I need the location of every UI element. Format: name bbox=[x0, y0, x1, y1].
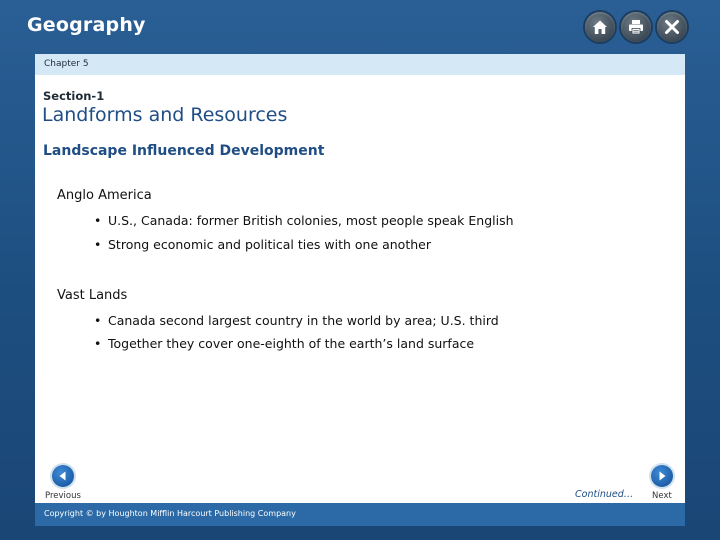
bullet-marker: • bbox=[94, 237, 102, 252]
bullet-item bbox=[94, 336, 474, 351]
bullet-text: Together they cover one-eighth of the earth’s land surface bbox=[108, 336, 475, 351]
home-icon bbox=[591, 18, 609, 36]
previous-button[interactable] bbox=[52, 465, 74, 487]
continued-label: Continued… bbox=[575, 489, 634, 500]
bullet-marker: • bbox=[94, 336, 102, 351]
chapter-bar bbox=[35, 54, 685, 75]
app-title: Geography bbox=[27, 14, 146, 36]
arrow-right-icon bbox=[656, 470, 668, 482]
page-title: Landforms and Resources bbox=[42, 104, 288, 126]
bullet-marker: • bbox=[94, 313, 102, 328]
next-button[interactable] bbox=[651, 465, 673, 487]
bullet-item bbox=[94, 213, 514, 228]
print-button[interactable] bbox=[621, 12, 651, 42]
home-button[interactable] bbox=[585, 12, 615, 42]
bullet-text: U.S., Canada: former British colonies, most people speak English bbox=[108, 213, 514, 228]
printer-icon bbox=[627, 18, 645, 36]
close-icon bbox=[663, 18, 681, 36]
previous-label[interactable]: Previous bbox=[45, 491, 81, 501]
section-label: Section-1 bbox=[43, 89, 105, 103]
bullet-marker: • bbox=[94, 213, 102, 228]
close-button[interactable] bbox=[657, 12, 687, 42]
copyright-text: Copyright © by Houghton Mifflin Harcourt Publishing Company bbox=[44, 509, 296, 518]
footer-bar bbox=[35, 503, 685, 526]
chapter-label: Chapter 5 bbox=[44, 59, 89, 69]
bullet-text: Strong economic and political ties with one another bbox=[108, 237, 431, 252]
topic-heading: Anglo America bbox=[57, 188, 152, 203]
arrow-left-icon bbox=[57, 470, 69, 482]
topic-heading: Vast Lands bbox=[57, 288, 128, 303]
next-label[interactable]: Next bbox=[652, 491, 672, 501]
bullet-item bbox=[94, 313, 499, 328]
bullet-text: Canada second largest country in the world by area; U.S. third bbox=[108, 313, 499, 328]
bullet-item bbox=[94, 237, 431, 252]
page-subheading: Landscape Influenced Development bbox=[43, 143, 325, 159]
